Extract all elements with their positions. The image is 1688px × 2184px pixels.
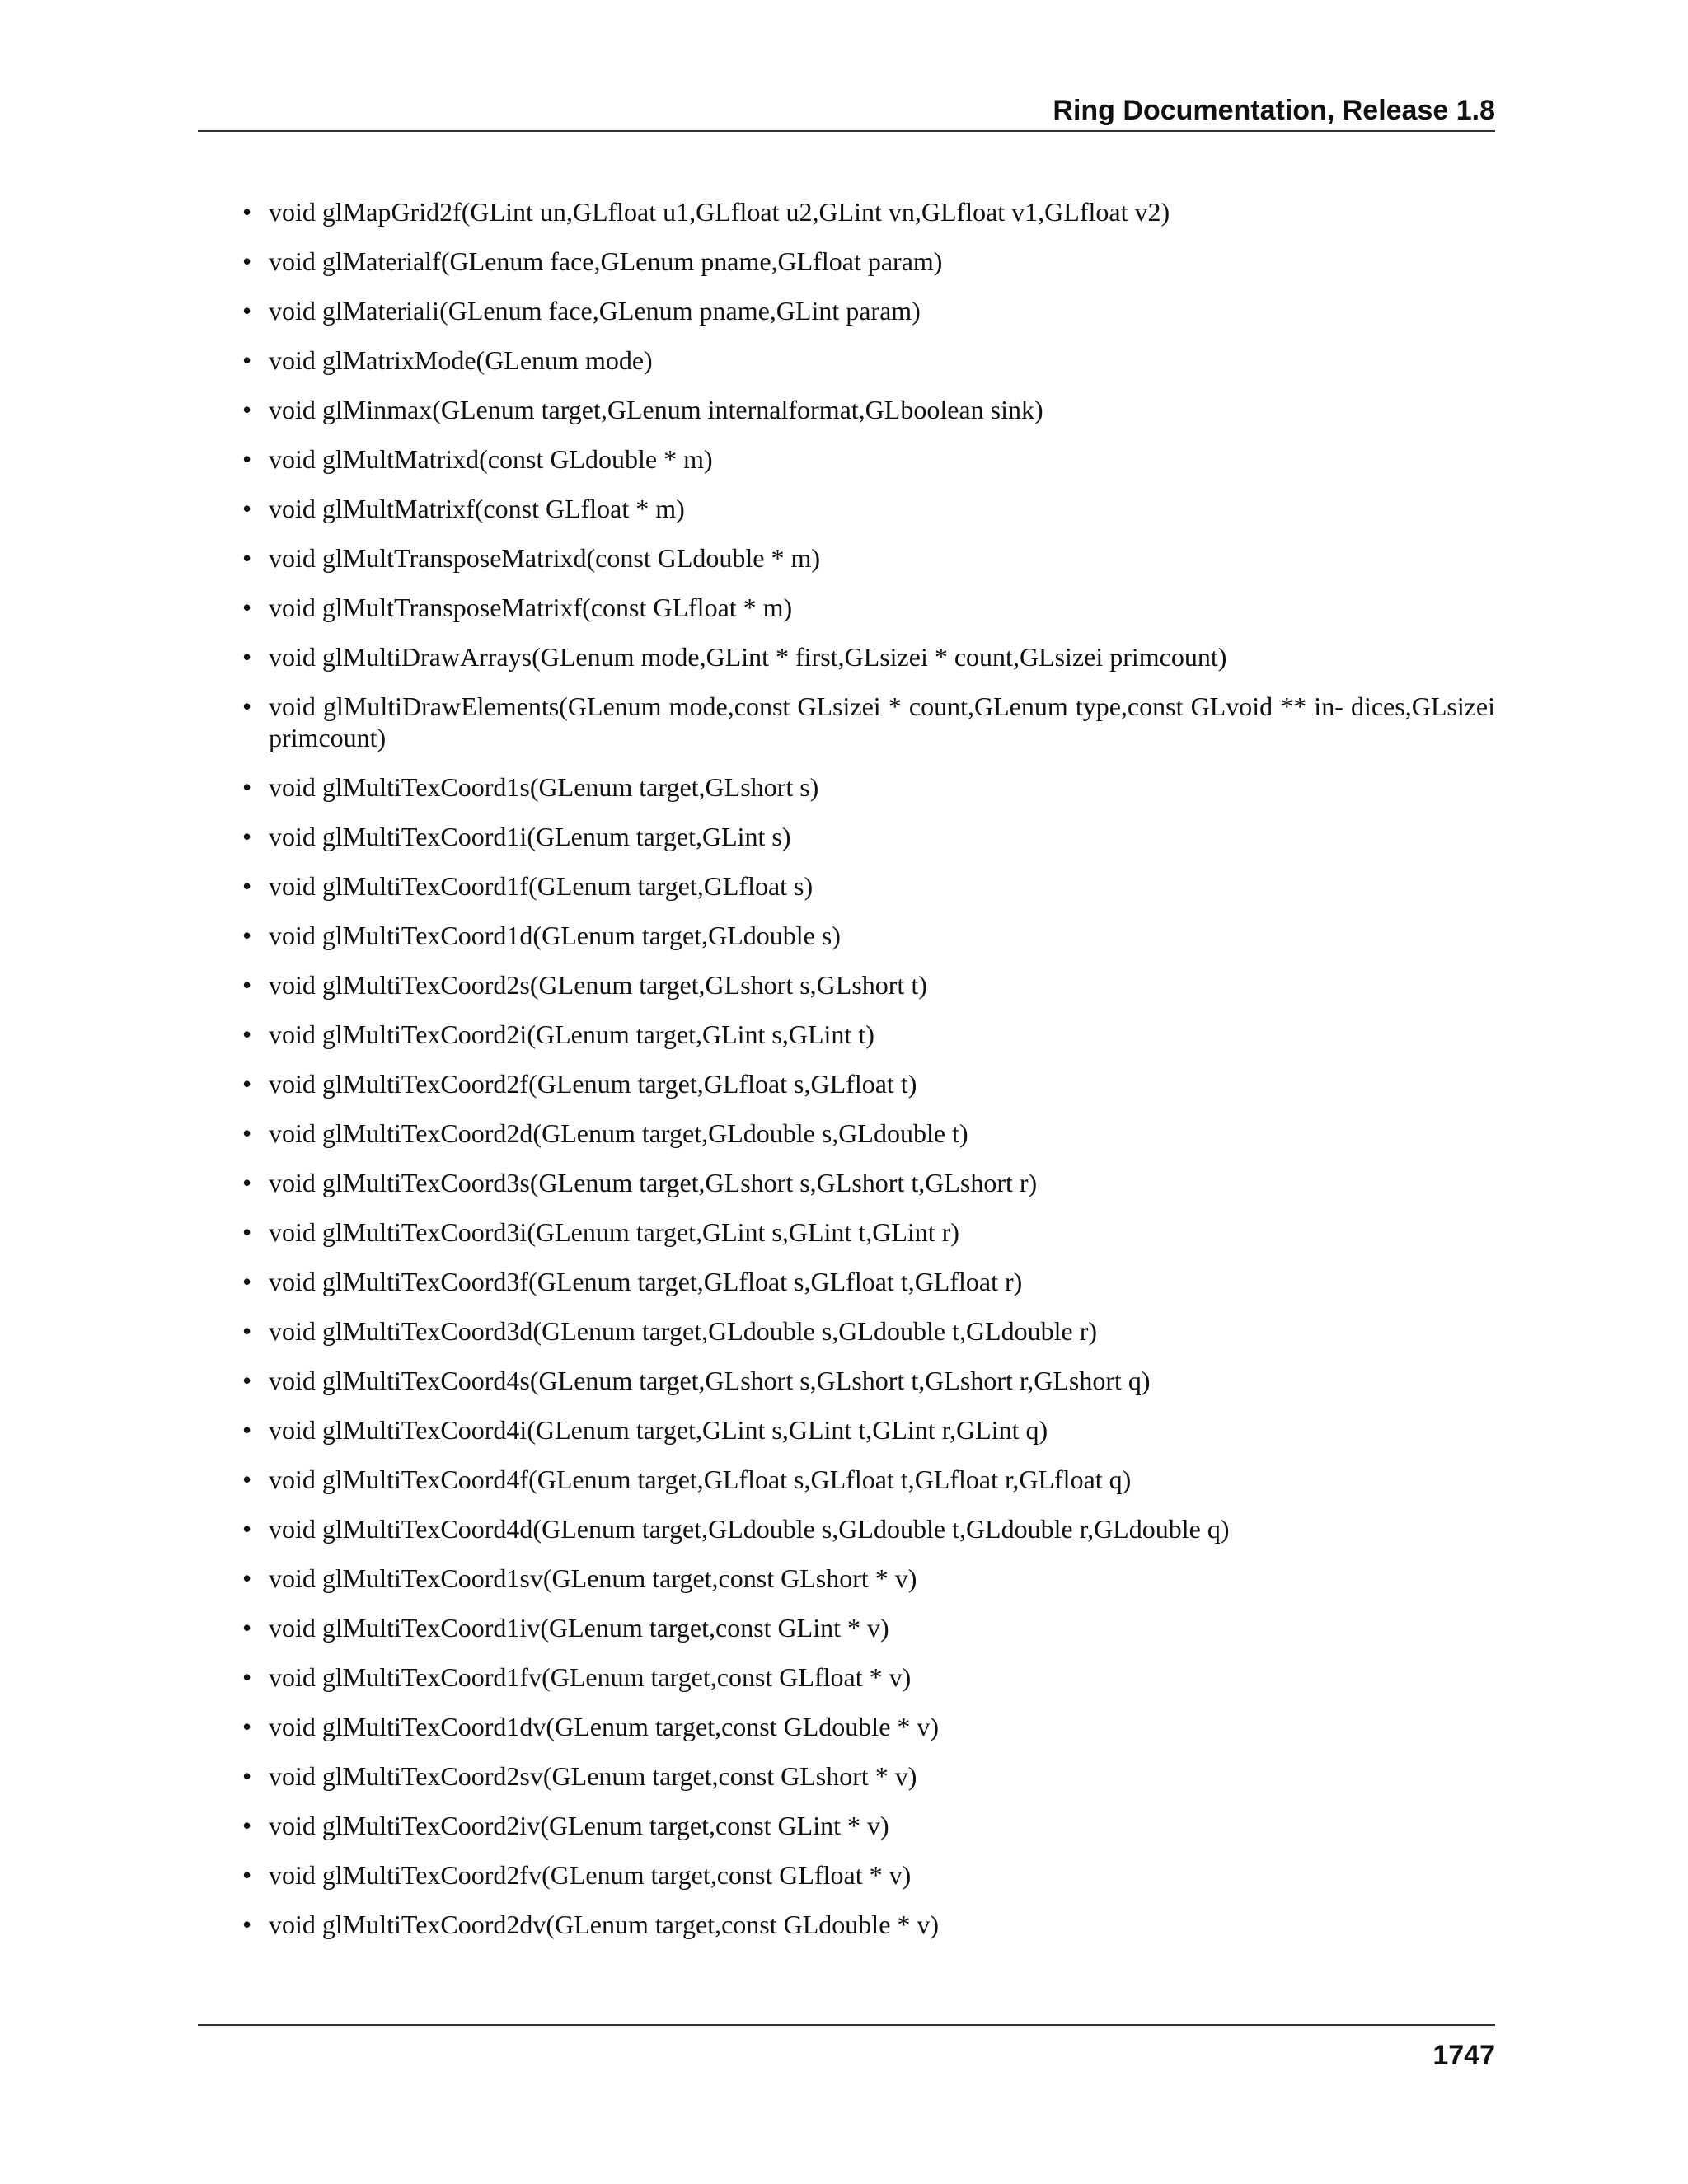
list-item <box>239 1513 1495 1544</box>
function-signature: void glMultiTexCoord1f(GLenum target,GLfloat s) <box>269 871 814 901</box>
list-item <box>239 295 1495 326</box>
function-signature: void glMultMatrixd(const GLdouble * m) <box>269 444 713 474</box>
function-signature: void glMapGrid2f(GLint un,GLfloat u1,GLfloat u2,GLint vn,GLfloat v1,GLfloat v2) <box>269 197 1170 227</box>
list-item <box>239 1068 1495 1099</box>
bullet-icon: • <box>242 1910 252 1939</box>
bullet-icon: • <box>242 1563 252 1593</box>
function-signature: void glMultiDrawArrays(GLenum mode,GLint * first,GLsizei * count,GLsizei primcount) <box>269 642 1227 672</box>
bullet-icon: • <box>242 1662 252 1692</box>
list-item <box>239 1760 1495 1792</box>
function-signature: void glMultiTexCoord1s(GLenum target,GLshort s) <box>269 772 819 802</box>
bullet-icon: • <box>242 970 252 1000</box>
list-item <box>239 1365 1495 1396</box>
page-footer <box>198 2024 1495 2071</box>
bullet-icon: • <box>242 1811 252 1840</box>
function-signature: void glMultiTexCoord1dv(GLenum target,const GLdouble * v) <box>269 1712 940 1741</box>
function-signature: void glMultiTexCoord3i(GLenum target,GLint s,GLint t,GLint r) <box>269 1217 959 1247</box>
list-item <box>239 969 1495 1001</box>
function-signature: void glMultiTexCoord1fv(GLenum target,const GLfloat * v) <box>269 1662 912 1692</box>
function-signature: void glMultiTexCoord4i(GLenum target,GLint s,GLint t,GLint r,GLint q) <box>269 1415 1048 1445</box>
function-signature: void glMultiTexCoord2fv(GLenum target,const GLfloat * v) <box>269 1860 912 1890</box>
bullet-icon: • <box>242 246 252 276</box>
function-signature: void glMultiTexCoord1iv(GLenum target,const GLint * v) <box>269 1613 889 1643</box>
list-item <box>239 592 1495 623</box>
bullet-icon: • <box>242 444 252 474</box>
page-header <box>198 92 1495 132</box>
bullet-icon: • <box>242 1415 252 1445</box>
function-signature: void glMultiTexCoord1sv(GLenum target,const GLshort * v) <box>269 1563 917 1593</box>
function-signature: void glMultTransposeMatrixd(const GLdouble * m) <box>269 543 820 573</box>
list-item <box>239 443 1495 475</box>
function-signature: void glMultiTexCoord1i(GLenum target,GLint s) <box>269 822 791 851</box>
bullet-icon: • <box>242 1217 252 1247</box>
function-signature: void glMultiTexCoord4f(GLenum target,GLfloat s,GLfloat t,GLfloat r,GLfloat q) <box>269 1465 1132 1494</box>
bullet-icon: • <box>242 1613 252 1643</box>
list-item <box>239 1661 1495 1693</box>
bullet-icon: • <box>242 642 252 672</box>
function-signature: void glMaterialf(GLenum face,GLenum pname,GLfloat param) <box>269 246 943 276</box>
bullet-icon: • <box>242 543 252 573</box>
function-signature: void glMatrixMode(GLenum mode) <box>269 345 653 375</box>
list-item <box>239 691 1495 753</box>
function-signature: void glMultiTexCoord2sv(GLenum target,const GLshort * v) <box>269 1761 917 1791</box>
list-item <box>239 1315 1495 1347</box>
bullet-icon: • <box>242 197 252 227</box>
list-item <box>239 870 1495 902</box>
list-item <box>239 1909 1495 1940</box>
list-item <box>239 394 1495 425</box>
list-item <box>239 641 1495 673</box>
bullet-icon: • <box>242 1465 252 1494</box>
page-number: 1747 <box>1432 2040 1495 2071</box>
function-signature: void glMateriali(GLenum face,GLenum pname,GLint param) <box>269 296 921 326</box>
list-item <box>239 1711 1495 1742</box>
bullet-icon: • <box>242 1118 252 1148</box>
bullet-icon: • <box>242 871 252 901</box>
list-item <box>239 1019 1495 1050</box>
list-item <box>239 1414 1495 1446</box>
list-item <box>239 246 1495 277</box>
function-list <box>239 196 1495 1958</box>
bullet-icon: • <box>242 593 252 622</box>
bullet-icon: • <box>242 921 252 950</box>
list-item <box>239 1859 1495 1891</box>
list-item <box>239 344 1495 376</box>
list-item <box>239 1464 1495 1495</box>
bullet-icon: • <box>242 691 252 721</box>
function-signature: void glMultMatrixf(const GLfloat * m) <box>269 494 685 523</box>
bullet-icon: • <box>242 1860 252 1890</box>
function-signature: void glMultiTexCoord2i(GLenum target,GLint s,GLint t) <box>269 1019 874 1049</box>
list-item <box>239 821 1495 852</box>
list-item <box>239 1167 1495 1198</box>
list-item <box>239 196 1495 227</box>
bullet-icon: • <box>242 395 252 424</box>
bullet-icon: • <box>242 296 252 326</box>
bullet-icon: • <box>242 494 252 523</box>
list-item <box>239 1563 1495 1594</box>
function-signature: void glMultiTexCoord1d(GLenum target,GLdouble s) <box>269 921 841 950</box>
function-signature: void glMultiTexCoord2iv(GLenum target,const GLint * v) <box>269 1811 889 1840</box>
bullet-icon: • <box>242 772 252 802</box>
bullet-icon: • <box>242 1267 252 1296</box>
function-signature: void glMultiTexCoord3d(GLenum target,GLdouble s,GLdouble t,GLdouble r) <box>269 1316 1097 1346</box>
function-signature: void glMinmax(GLenum target,GLenum internalformat,GLboolean sink) <box>269 395 1043 424</box>
list-item <box>239 1612 1495 1643</box>
function-signature: void glMultiDrawElements(GLenum mode,const GLsizei * count,GLenum type,const GLvoid ** in- dices,GLsizei primcount) <box>269 691 1495 752</box>
bullet-icon: • <box>242 1514 252 1544</box>
document-title: Ring Documentation, Release 1.8 <box>1053 95 1495 126</box>
list-item <box>239 1118 1495 1149</box>
function-signature: void glMultiTexCoord3f(GLenum target,GLfloat s,GLfloat t,GLfloat r) <box>269 1267 1023 1296</box>
function-signature: void glMultiTexCoord4s(GLenum target,GLshort s,GLshort t,GLshort r,GLshort q) <box>269 1366 1151 1395</box>
bullet-icon: • <box>242 1168 252 1197</box>
list-item <box>239 920 1495 951</box>
function-signature: void glMultiTexCoord2f(GLenum target,GLfloat s,GLfloat t) <box>269 1069 917 1099</box>
function-signature: void glMultiTexCoord3s(GLenum target,GLshort s,GLshort t,GLshort r) <box>269 1168 1038 1197</box>
function-signature: void glMultTransposeMatrixf(const GLfloat * m) <box>269 593 793 622</box>
function-signature: void glMultiTexCoord4d(GLenum target,GLdouble s,GLdouble t,GLdouble r,GLdouble q) <box>269 1514 1230 1544</box>
list-item <box>239 542 1495 574</box>
bullet-icon: • <box>242 1069 252 1099</box>
list-item <box>239 771 1495 803</box>
bullet-icon: • <box>242 1761 252 1791</box>
bullet-icon: • <box>242 1019 252 1049</box>
function-signature: void glMultiTexCoord2dv(GLenum target,const GLdouble * v) <box>269 1910 940 1939</box>
bullet-icon: • <box>242 822 252 851</box>
list-item <box>239 1216 1495 1248</box>
list-item <box>239 493 1495 524</box>
bullet-icon: • <box>242 1366 252 1395</box>
list-item <box>239 1810 1495 1841</box>
list-item <box>239 1266 1495 1297</box>
bullet-icon: • <box>242 1712 252 1741</box>
function-signature: void glMultiTexCoord2s(GLenum target,GLshort s,GLshort t) <box>269 970 927 1000</box>
bullet-icon: • <box>242 1316 252 1346</box>
function-signature: void glMultiTexCoord2d(GLenum target,GLdouble s,GLdouble t) <box>269 1118 968 1148</box>
bullet-icon: • <box>242 345 252 375</box>
